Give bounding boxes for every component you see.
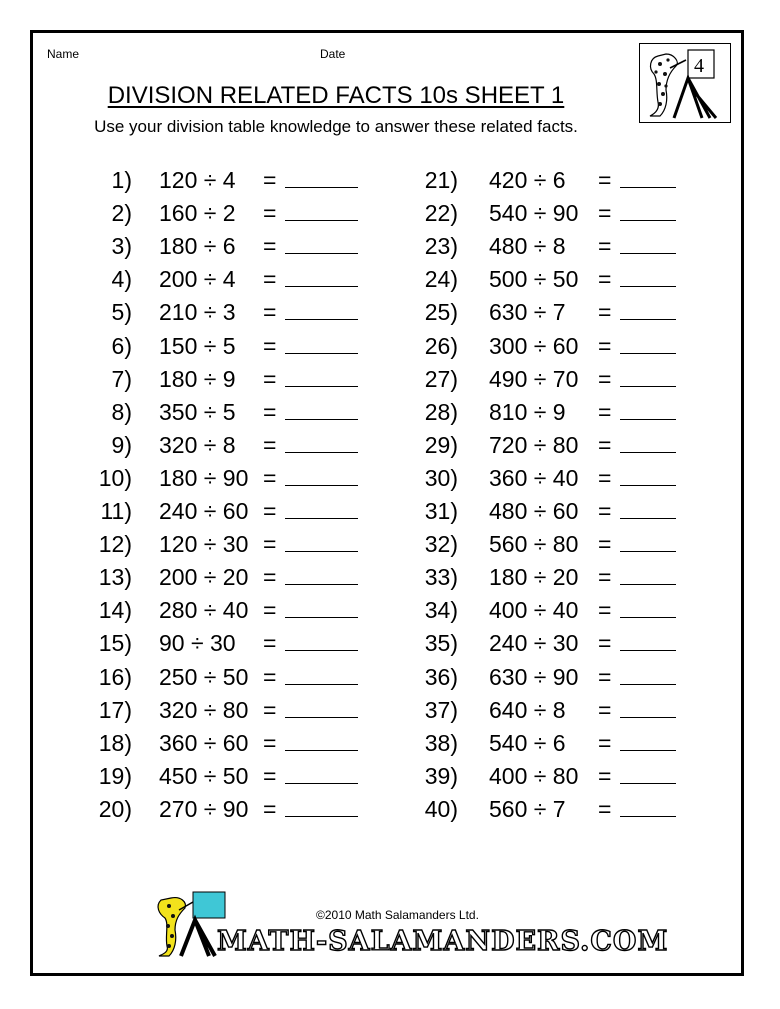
answer-blank[interactable] [620,518,676,519]
question-number: 8) [111,398,132,425]
question-number: 25) [424,299,458,326]
question-expression: 540 ÷ 6 [489,729,566,756]
question-expression: 270 ÷ 90 [159,795,249,822]
question-expression: 500 ÷ 50 [489,266,579,293]
question-expression: 350 ÷ 5 [159,398,236,425]
question-number: 33) [424,564,458,591]
question-number: 39) [424,762,458,789]
question-expression: 200 ÷ 4 [159,266,236,293]
question-expression: 400 ÷ 40 [489,597,579,624]
question-expression: 320 ÷ 80 [159,696,249,723]
question-expression: 200 ÷ 20 [159,564,249,591]
question-number: 26) [424,332,458,359]
answer-blank[interactable] [620,286,676,287]
worksheet-instructions: Use your division table knowledge to answer these related facts. [94,117,578,136]
question-expression: 560 ÷ 7 [489,795,566,822]
equals-sign: = [598,597,612,624]
answer-blank[interactable] [620,253,676,254]
equals-sign: = [263,795,277,822]
equals-sign: = [263,498,277,524]
question-expression: 180 ÷ 20 [489,564,579,591]
worksheet-title: DIVISION RELATED FACTS 10s SHEET 1 [107,82,565,109]
equals-sign: = [598,762,612,789]
question-row [0,628,760,658]
question-expression: 810 ÷ 9 [489,398,566,425]
brand-wordmark: MATH-SALAMANDERS.COM [217,926,669,957]
question-expression: 300 ÷ 60 [489,332,579,359]
question-expression: 210 ÷ 3 [159,299,236,326]
question-expression: 630 ÷ 90 [489,663,579,690]
answer-blank[interactable] [620,419,676,420]
question-expression: 150 ÷ 5 [159,332,236,359]
question-expression: 720 ÷ 80 [489,431,579,458]
answer-blank[interactable] [620,551,676,552]
question-expression: 480 ÷ 60 [489,498,579,524]
question-expression: 630 ÷ 7 [489,299,566,326]
question-expression: 360 ÷ 60 [159,729,249,756]
question-number: 7) [111,365,132,392]
question-expression: 280 ÷ 40 [159,597,249,624]
question-number: 24) [424,266,458,293]
question-number: 4) [111,266,132,293]
question-expression: 120 ÷ 4 [159,167,236,193]
equals-sign: = [263,365,277,392]
answer-blank[interactable] [620,353,676,354]
answer-blank[interactable] [620,684,676,685]
equals-sign: = [598,365,612,392]
question-expression: 250 ÷ 50 [159,663,249,690]
question-expression: 400 ÷ 80 [489,762,579,789]
question-number: 27) [424,365,458,392]
equals-sign: = [263,266,277,293]
equals-sign: = [598,431,612,458]
question-row [0,761,760,791]
equals-sign: = [598,200,612,227]
question-number: 28) [424,398,458,425]
equals-sign: = [598,299,612,326]
logo-digit: 4 [694,55,704,77]
answer-blank[interactable] [620,386,676,387]
equals-sign: = [263,531,277,558]
answer-blank[interactable] [620,187,676,188]
equals-sign: = [598,531,612,558]
date-label: Date [320,47,346,61]
question-number: 31) [424,498,458,524]
question-row [0,397,760,427]
question-number: 36) [424,663,458,690]
answer-blank[interactable] [620,452,676,453]
equals-sign: = [263,597,277,624]
question-number: 29) [424,431,458,458]
question-number: 32) [424,531,458,558]
question-number: 18) [98,729,132,756]
equals-sign: = [598,729,612,756]
question-expression: 160 ÷ 2 [159,200,236,227]
question-row [0,496,760,526]
question-expression: 560 ÷ 80 [489,531,579,558]
question-row [0,695,760,725]
question-expression: 490 ÷ 70 [489,365,579,392]
equals-sign: = [263,299,277,326]
equals-sign: = [263,762,277,789]
question-number: 23) [424,233,458,260]
question-row [0,662,760,692]
question-row [0,198,760,228]
question-row [0,794,760,824]
question-expression: 480 ÷ 8 [489,233,566,260]
question-number: 1) [111,167,132,193]
question-expression: 90 ÷ 30 [159,630,236,657]
equals-sign: = [598,398,612,425]
equals-sign: = [598,233,612,260]
equals-sign: = [598,498,612,524]
answer-blank[interactable] [620,617,676,618]
question-number: 22) [424,200,458,227]
answer-blank[interactable] [620,584,676,585]
equals-sign: = [263,564,277,591]
question-number: 21) [424,167,458,193]
equals-sign: = [598,266,612,293]
equals-sign: = [598,663,612,690]
question-number: 5) [111,299,132,326]
question-number: 19) [98,762,132,789]
question-expression: 320 ÷ 8 [159,431,236,458]
equals-sign: = [598,564,612,591]
question-expression: 180 ÷ 6 [159,233,236,260]
question-number: 2) [111,200,132,227]
question-expression: 420 ÷ 6 [489,167,566,193]
name-label: Name [47,47,80,61]
question-row [0,231,760,261]
equals-sign: = [263,696,277,723]
question-number: 40) [424,795,458,822]
answer-blank[interactable] [620,783,676,784]
question-expression: 240 ÷ 60 [159,498,249,524]
question-number: 30) [424,464,458,491]
question-number: 34) [424,597,458,624]
question-number: 14) [98,597,132,624]
question-expression: 240 ÷ 30 [489,630,579,657]
footer-copyright: ©2010 Math Salamanders Ltd. [316,908,479,922]
question-number: 37) [424,696,458,723]
question-row [0,529,760,559]
footer-logo [155,890,669,958]
answer-blank[interactable] [620,717,676,718]
equals-sign: = [263,630,277,657]
equals-sign: = [598,464,612,491]
question-row [0,595,760,625]
question-number: 13) [98,564,132,591]
question-row [0,165,760,195]
question-number: 38) [424,729,458,756]
question-number: 9) [111,431,132,458]
question-expression: 180 ÷ 90 [159,464,249,491]
answer-blank[interactable] [620,750,676,751]
question-expression: 640 ÷ 8 [489,696,566,723]
equals-sign: = [598,696,612,723]
question-expression: 120 ÷ 30 [159,531,249,558]
question-expression: 540 ÷ 90 [489,200,579,227]
equals-sign: = [598,332,612,359]
answer-blank[interactable] [620,650,676,651]
question-row [0,728,760,758]
question-number: 3) [111,233,132,260]
equals-sign: = [263,332,277,359]
question-number: 20) [98,795,132,822]
question-number: 6) [111,332,132,359]
equals-sign: = [263,200,277,227]
question-number: 12) [98,531,132,558]
question-number: 10) [98,464,132,491]
answer-blank[interactable] [620,485,676,486]
question-number: 17) [98,696,132,723]
equals-sign: = [263,398,277,425]
question-number: 11) [100,498,132,524]
equals-sign: = [263,464,277,491]
question-row [0,463,760,493]
equals-sign: = [263,167,277,193]
question-expression: 450 ÷ 50 [159,762,249,789]
equals-sign: = [263,729,277,756]
question-number: 15) [98,630,132,657]
question-row [0,562,760,592]
equals-sign: = [263,431,277,458]
question-expression: 360 ÷ 40 [489,464,579,491]
question-row [0,364,760,394]
equals-sign: = [598,795,612,822]
question-expression: 180 ÷ 9 [159,365,236,392]
answer-blank[interactable] [620,816,676,817]
question-number: 35) [424,630,458,657]
equals-sign: = [598,630,612,657]
equals-sign: = [598,167,612,193]
question-row [0,331,760,361]
question-row [0,430,760,460]
question-row [0,297,760,327]
equals-sign: = [263,233,277,260]
question-row [0,264,760,294]
equals-sign: = [263,663,277,690]
answer-blank[interactable] [620,220,676,221]
question-number: 16) [98,663,132,690]
answer-blank[interactable] [620,319,676,320]
